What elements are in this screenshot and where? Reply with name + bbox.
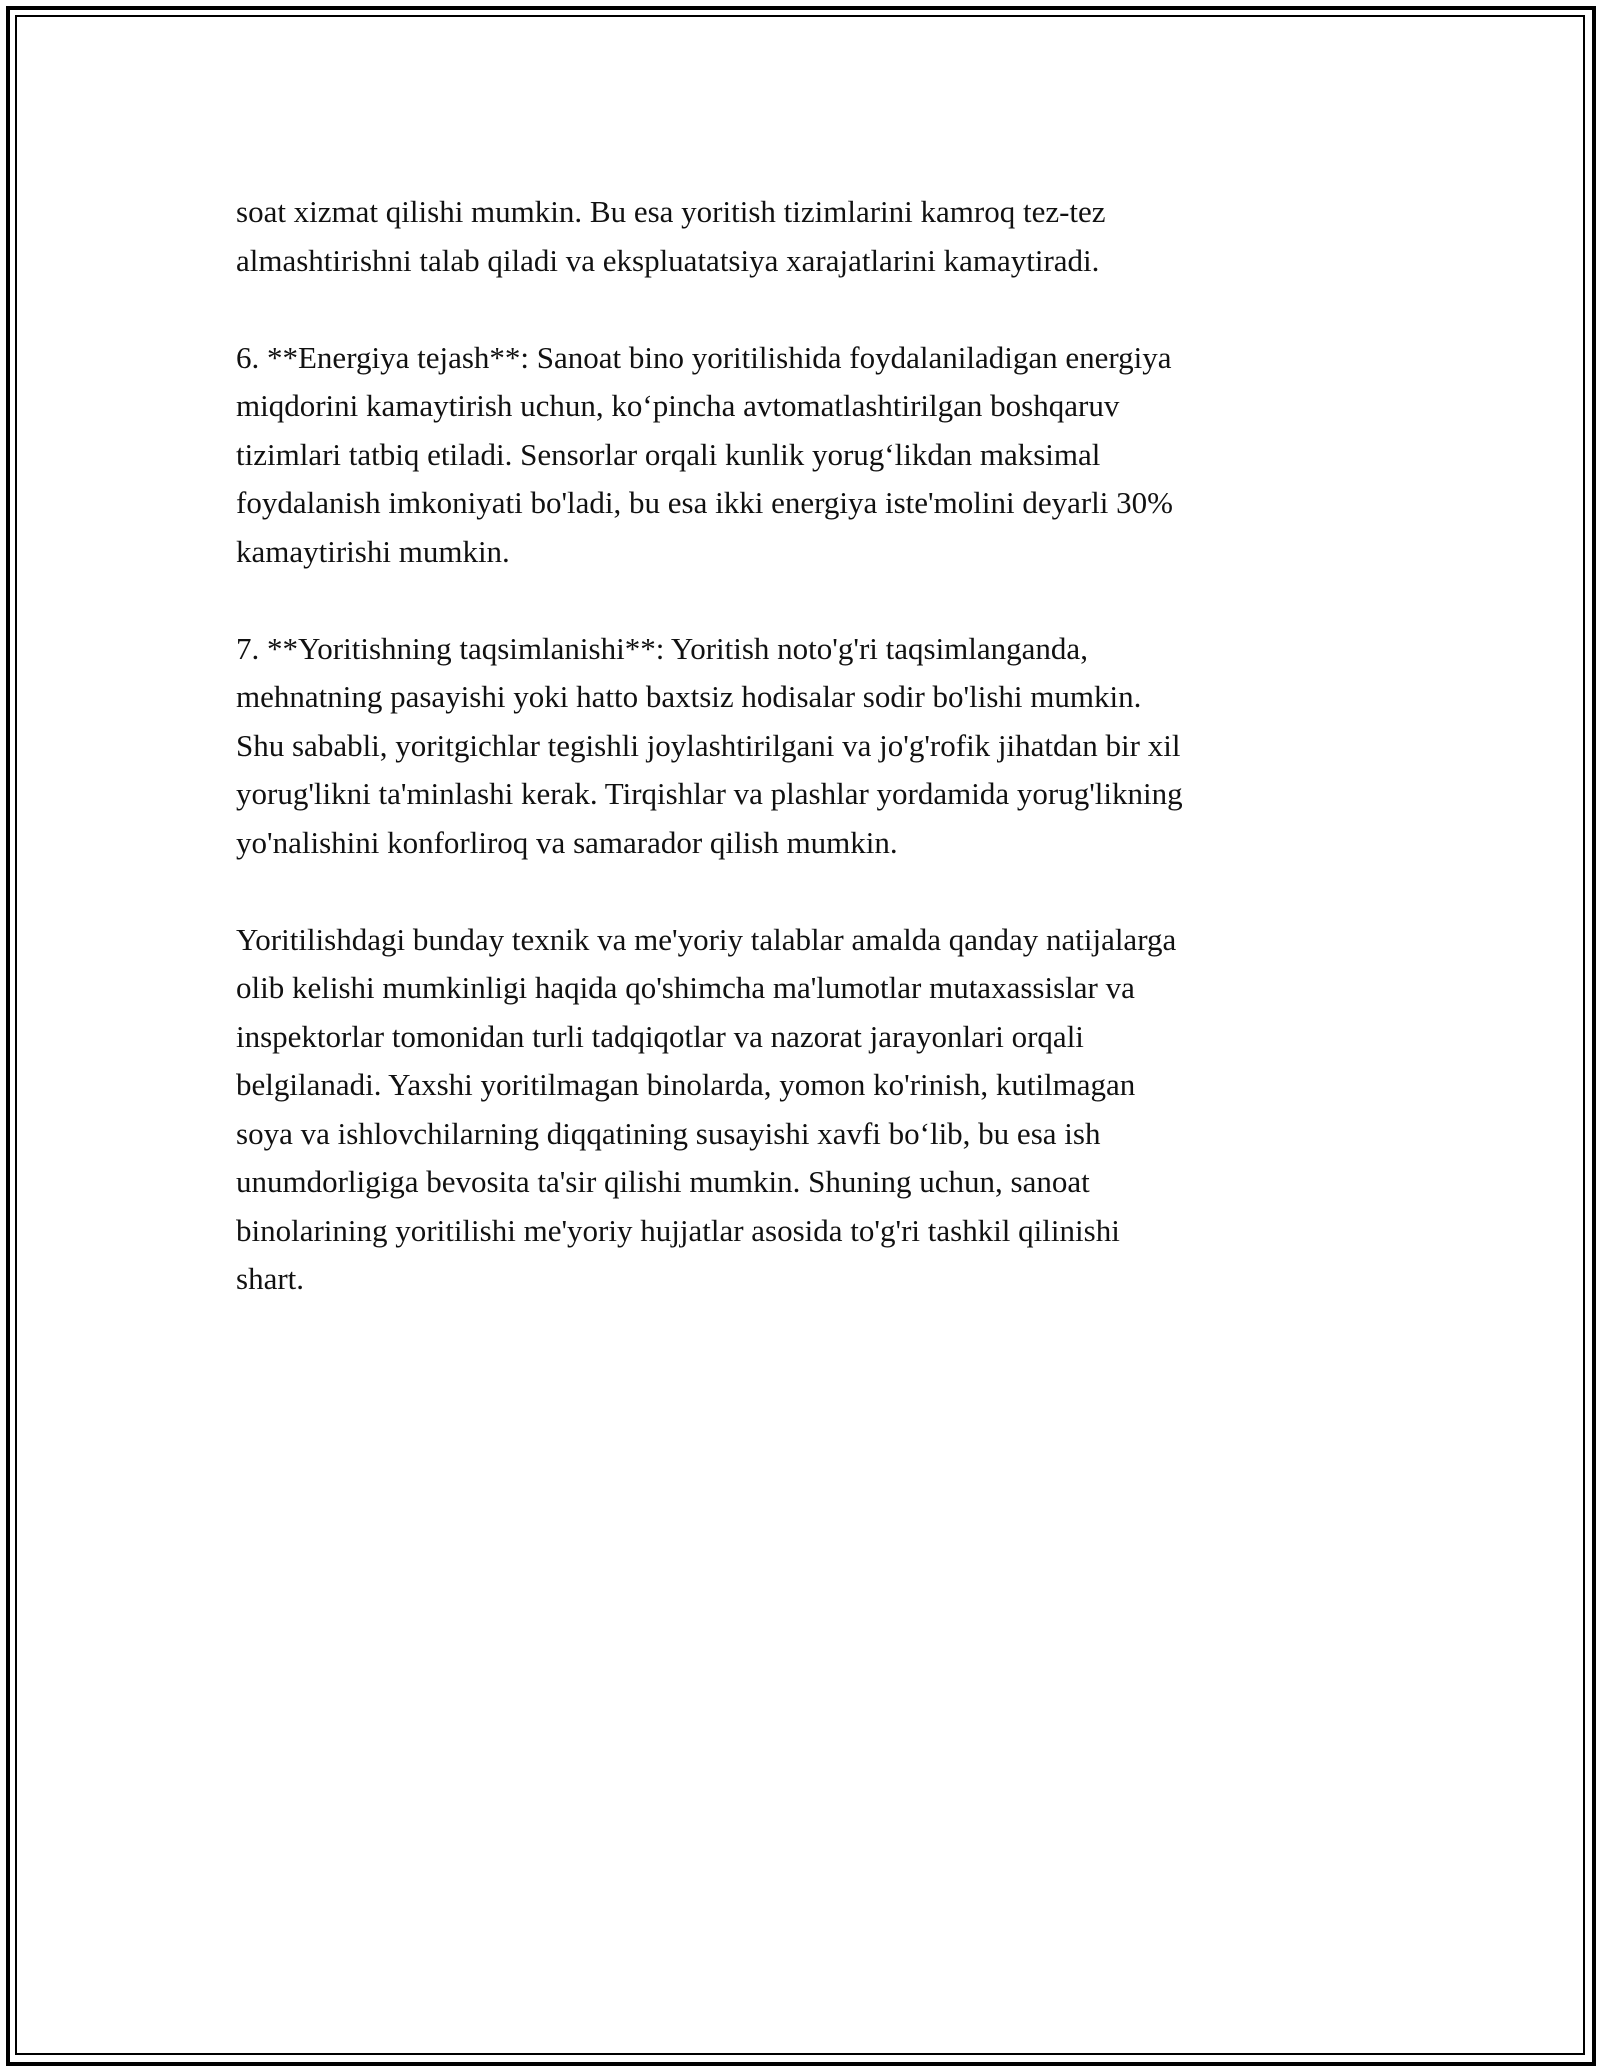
paragraph-conclusion: Yoritilishdagi bunday texnik va me'yoriy talablar amalda qanday natijalarga olib kelishi mumkinligi haqida qo'shimcha ma'lumotlar mutaxassislar va inspektorlar tomonidan turli tadqiqotlar va nazorat jarayonlari orqali belgilanadi. Yaxshi yoritilmagan binolarda, yomon ko'rinish, kutilmagan soya va ishlovchilarning diqqatining susayishi xavfi bo‘lib, bu esa ish unumdorligiga bevosita ta'sir qilishi mumkin. Shuning uchun, sanoat binolarining yoritilishi me'yoriy hujjatlar asosida to'g'ri tashkil qilinishi shart. <box>236 921 1177 1296</box>
document-body <box>236 188 1376 1352</box>
paragraph-light-distribution: 7. **Yoritishning taqsimlanishi**: Yoritish noto'g'ri taqsimlanganda, mehnatning pasayishi yoki hatto baxtsiz hodisalar sodir bo'lishi mumkin. Shu sababli, yoritgichlar tegishli joylashtirilgani va jo'g'rofik jihatdan bir xil yorug'likni ta'minlashi kerak. Tirqishlar va plashlar yordamida yorug'likning yo'nalishini konforliroq va samarador qilish mumkin. <box>236 630 1183 860</box>
paragraph-energy-saving: 6. **Energiya tejash**: Sanoat bino yoritilishida foydalaniladigan energiya miqdorini kamaytirish uchun, ko‘pincha avtomatlashtirilgan boshqaruv tizimlari tatbiq etiladi. Sensorlar orqali kunlik yorug‘likdan maksimal foydalanish imkoniyati bo'ladi, bu esa ikki energiya iste'molini deyarli 30% kamaytirishi mumkin. <box>236 339 1173 569</box>
paragraph-continuation: soat xizmat qilishi mumkin. Bu esa yoritish tizimlarini kamroq tez-tez almashtirishni talab qiladi va ekspluatatsiya xarajatlarini kamaytiradi. <box>236 194 1106 278</box>
